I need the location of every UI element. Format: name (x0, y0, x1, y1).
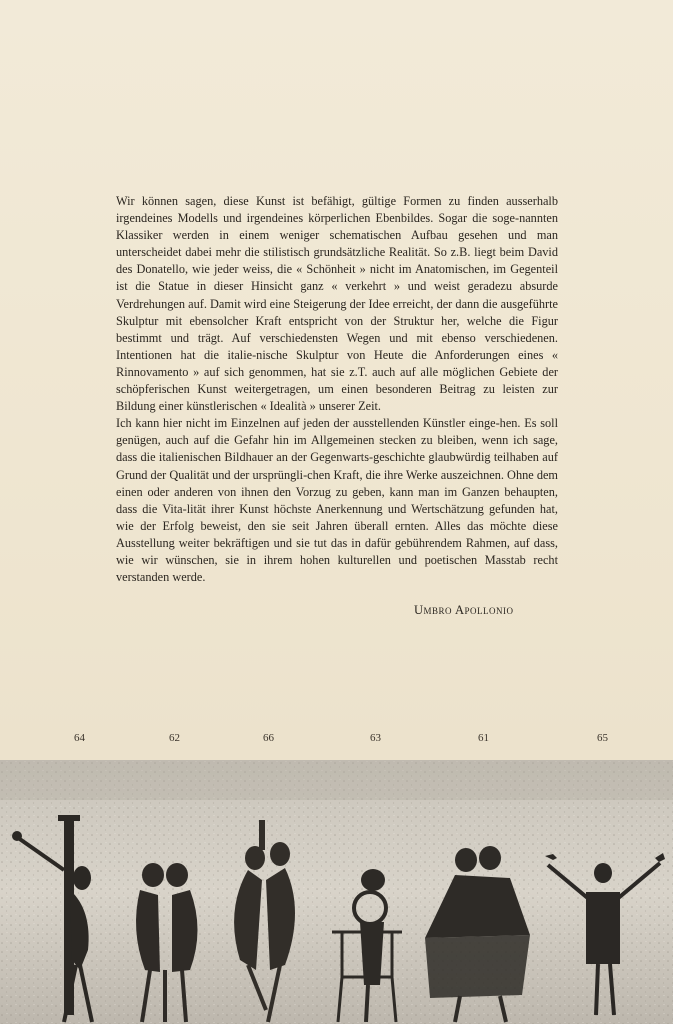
figure-number: 64 (74, 732, 85, 744)
figure-number: 62 (169, 732, 180, 744)
author-signature: Umbro Apollonio (414, 603, 514, 617)
figure-number: 65 (597, 732, 608, 744)
bronze-figures-photo (0, 760, 673, 1024)
figure-number: 61 (478, 732, 489, 744)
figure-number: 63 (370, 732, 381, 744)
figure-number: 66 (263, 732, 274, 744)
paragraph-1: Wir können sagen, diese Kunst ist befähigt, gültige Formen zu finden ausserhalb irgendeines Modells und irgendeines körperlichen Ebenbildes. Sogar die soge-nannten Klassiker werden in einem weniger schematischen Aufbau gesehen und man unterscheidet dabei mehr die stilistisch grundsätzliche Realität. So z.B. liegt beim David des Donatello, wie jeder weiss, die « Schönheit » nicht im Anatomischen, im Gegenteil ist die Statue in dieser Hinsicht ganz « verkehrt » und weist geradezu absurde Verdrehungen auf. Damit wird eine Steigerung der Idee erreicht, der dann die ausgeführte Skulptur mit ebensolcher Kraft entspricht von der Struktur her, welche die Figur bestimmt und trägt. Auf verschiedensten Wegen und mit ebenso verschiedenen. Intentionen hat die italie-nische Skulptur von Heute die Anforderungen eines « Rinnovamento » auf sich genommen, hat sie z.T. auch auf alle möglichen Gebiete der schöpferischen Kunst weitergetragen, um einen besonderen Beitrag zu leisten zur Bildung einer künstlerischen « Idealità » unserer Zeit. (116, 194, 558, 414)
paragraph-2: Ich kann hier nicht im Einzelnen auf jeden der ausstellenden Künstler einge-hen. Es soll genügen, auch auf die Gefahr hin im Allgemeinen stecken zu bleiben, wenn ich sage, dass die italienischen Bildhauer an der Gegenwarts-geschichte glaubwürdig teilhaben auf Grund der Qualität und der ursprüngli-chen Kraft, die ihre Werke auszeichnen. Ohne dem einen oder anderen von ihnen den Vorzug zu geben, kann man im Ganzen behaupten, dass die Vita-lität ihrer Kunst höchste Anerkennung und Wertschätzung gefunden hat, wie der Erfolg beweist, den sie seit Jahren überall ernten. Alles das möchte diese Ausstellung weiter bekräftigen und sie tut das in dafür gebührendem Rahmen, auf dass, wie wir wünschen, sie in ihrem hohen kulturellen und poetischen Masstab recht verstanden werde. (116, 416, 558, 585)
essay-text (116, 193, 558, 586)
